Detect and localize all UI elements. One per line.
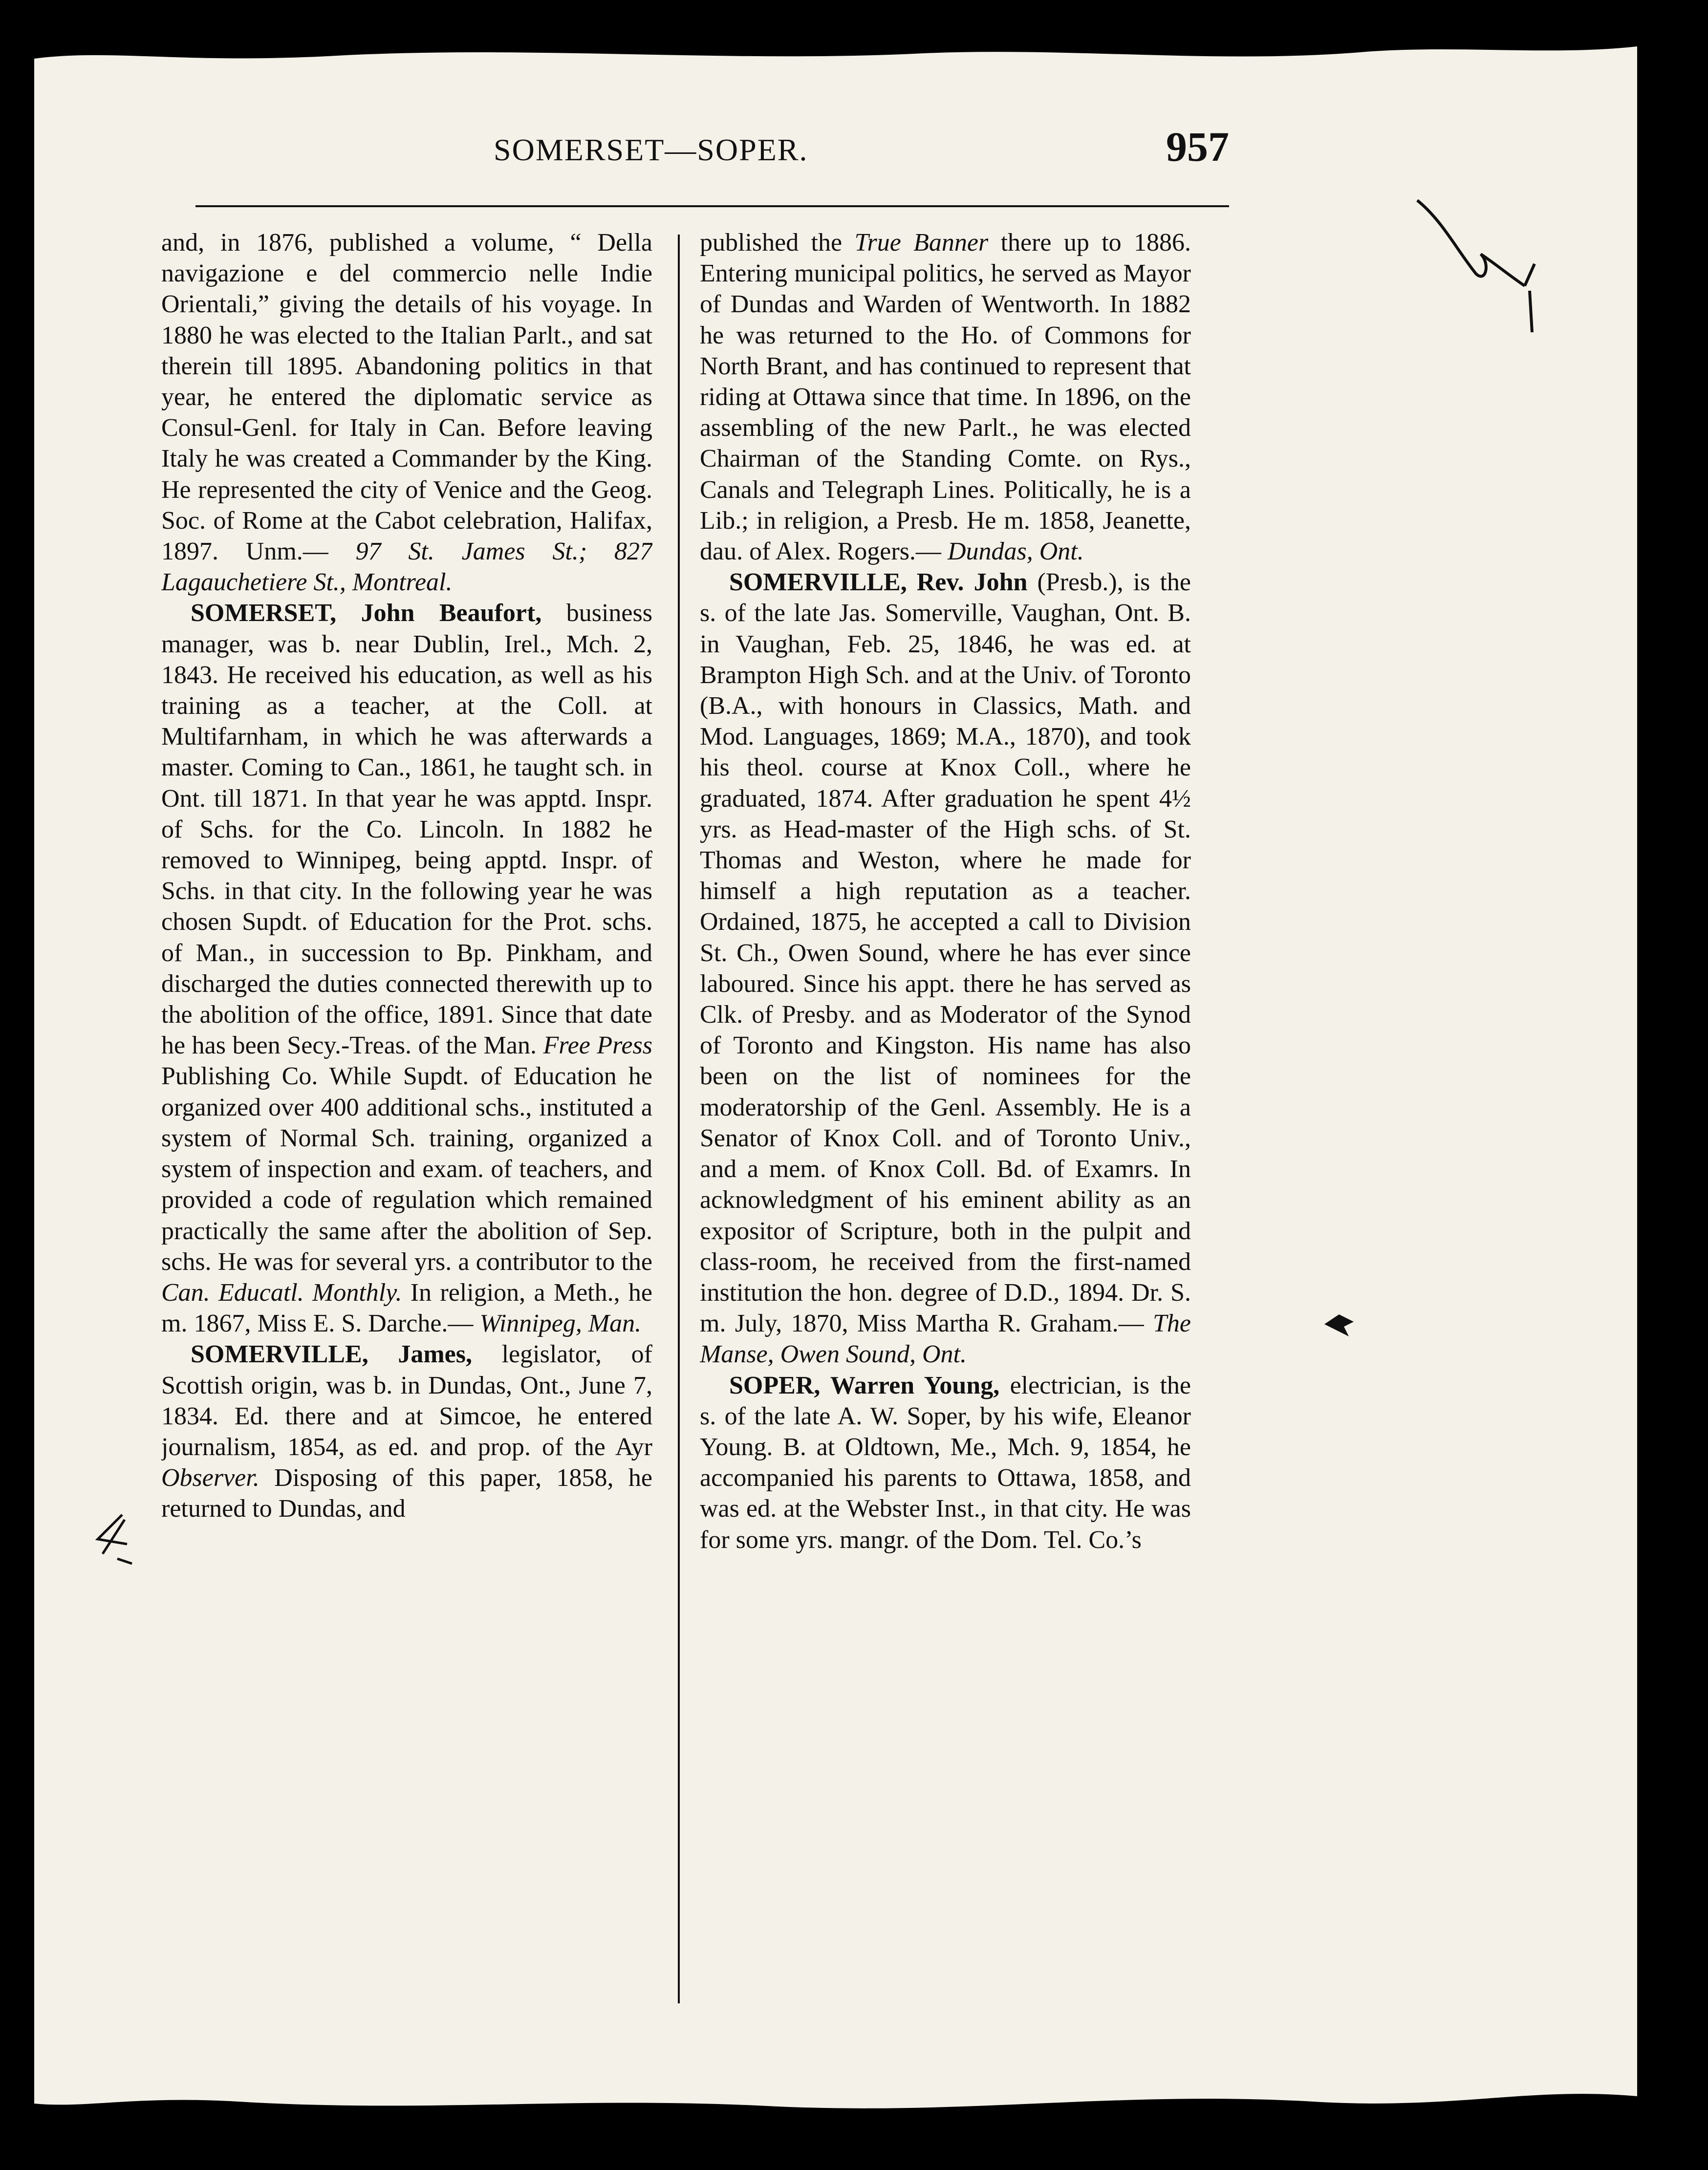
right-column bbox=[700, 227, 1191, 1555]
entry-address: Winnipeg, Man. bbox=[479, 1310, 642, 1338]
entry-italic: True Banner bbox=[854, 229, 989, 257]
entry-heading: SOMERVILLE, Rev. John bbox=[729, 568, 1028, 597]
entry-text: there up to 1886. Entering municipal politics, he served as Mayor of Dundas and Warden of Wentworth. In 1882 he was returned to the Ho. of Commons for North Brant, and has continued to represent that riding at Ottawa since that time. In 1896, on the assembling of the new Parlt., he was elected Chairman of the Standing Comte. on Rys., Canals and Telegraph Lines. Politically, he is a Lib.; in religion, a Presb. He m. 1858, Jeanette, dau. of Alex. Rogers.— bbox=[700, 229, 1191, 566]
page-number: 957 bbox=[1166, 123, 1229, 170]
page-edge-noise-top bbox=[34, 34, 1637, 78]
entry-text: In religion, a Meth., he m. 1867, Miss E. S. Darche.— bbox=[161, 1278, 652, 1338]
page-edge-noise-bottom bbox=[34, 2067, 1637, 2135]
entry-text: Publishing Co. While Supdt. of Education he organized over 400 additional schs., instituted a system of Normal Sch. training, organized a system of inspection and exam. of teachers, and provided a code of regulation which remained practically the same after the abolition of Sep. schs. He was for several yrs. a contributor to the bbox=[161, 1062, 652, 1276]
entry-continuation bbox=[700, 227, 1191, 567]
entry-text: published the bbox=[700, 229, 855, 257]
column-divider bbox=[678, 235, 680, 2003]
entry-somerset-john-beaufort bbox=[161, 598, 652, 1339]
entry-text: (Presb.), is the s. of the late Jas. Somerville, Vaughan, Ont. B. in Vaughan, Feb. 25, 1846, he was ed. at Brampton High Sch. and at the Univ. of Toronto (B.A., with honours in Classics, Math. and Mod. Languages, 1869; M.A., 1870), and took his theol. course at Knox Coll., where he graduated, 1874. After graduation he spent 4½ yrs. as Head-master of the High schs. of St. Thomas and Weston, where he made for himself a high reputation as a teacher. Ordained, 1875, he accepted a call to Division St. Ch., Owen Sound, where he has ever since laboured. Since his appt. there he has served as Clk. of Presby. and as Moderator of the Synod of Toronto and Kingston. His name has also been on the list of nominees for the moderatorship of the Genl. Assembly. He is a Senator of Knox Coll. and of Toronto Univ., and a mem. of Knox Coll. Bd. of Examrs. In acknowledgment of his eminent ability as an expositor of Scripture, both in the pulpit and class-room, he received from the first-named institution the hon. degree of D.D., 1894. Dr. S. m. July, 1870, Miss Martha R. Graham.— bbox=[700, 568, 1191, 1338]
page-header bbox=[195, 122, 1229, 200]
entry-soper-warren-young bbox=[700, 1370, 1191, 1555]
running-head: SOMERSET—SOPER. bbox=[494, 132, 808, 167]
pen-squiggle-mark bbox=[1412, 191, 1559, 337]
entry-italic: Can. Educatl. Monthly. bbox=[161, 1278, 402, 1307]
left-column bbox=[161, 227, 652, 1525]
entry-text: Disposing of this paper, 1858, he returned to Dundas, and bbox=[161, 1464, 652, 1523]
entry-heading: SOMERSET, John Beaufort, bbox=[191, 599, 542, 627]
entry-text: business manager, was b. near Dublin, Irel., Mch. 2, 1843. He received his education, as well as his training as a teacher, at the Coll. at Multifarnham, in which he was afterwards a master. Coming to Can., 1861, he taught sch. in Ont. till 1871. In that year he was apptd. Inspr. of Schs. for the Co. Lincoln. In 1882 he removed to Winnipeg, being apptd. Inspr. of Schs. in that city. In the following year he was chosen Supdt. of Education for the Prot. schs. of Man., in succession to Bp. Pinkham, and discharged the duties connected therewith up to the abolition of the office, 1891. Since that date he has been Secy.-Treas. of the Man. bbox=[161, 599, 652, 1060]
entry-continuation bbox=[161, 227, 652, 598]
ink-blot-mark bbox=[1319, 1310, 1359, 1339]
entry-text: electrician, is the s. of the late A. W. Soper, by his wife, Eleanor Young. B. at Oldtown, Me., Mch. 9, 1854, he accompanied his parents to Ottawa, 1858, and was ed. at the Webster Inst., in that city. He was for some yrs. mangr. of the Dom. Tel. Co.’s bbox=[700, 1371, 1191, 1554]
entry-text: legislator, of Scottish origin, was b. in Dundas, Ont., June 7, 1834. Ed. there and at Simcoe, he entered journalism, 1854, as ed. and prop. of the Ayr bbox=[161, 1340, 652, 1461]
entry-heading: SOPER, Warren Young, bbox=[729, 1371, 1000, 1399]
entry-heading: SOMERVILLE, James, bbox=[191, 1340, 472, 1369]
entry-address: The Manse, Owen Sound, Ont. bbox=[700, 1310, 1191, 1369]
header-rule bbox=[195, 205, 1229, 207]
entry-somerville-james bbox=[161, 1339, 652, 1524]
scanned-page bbox=[34, 34, 1637, 2135]
entry-italic: Free Press bbox=[543, 1031, 652, 1060]
entry-somerville-rev-john bbox=[700, 567, 1191, 1370]
entry-text: and, in 1876, published a volume, “ Della navigazione e del commercio nelle Indie Orientali,” giving the details of his voyage. In 1880 he was elected to the Italian Parlt., and sat therein till 1895. Abandoning politics in that year, he entered the diplomatic service as Consul-Genl. for Italy in Can. Before leaving Italy he was created a Commander by the King. He represented the city of Venice and the Geog. Soc. of Rome at the Cabot celebration, Halifax, 1897. Unm.— bbox=[161, 229, 652, 566]
entry-address: Dundas, Ont. bbox=[947, 537, 1084, 566]
entry-address: 97 St. James St.; 827 Lagauchetiere St., Montreal. bbox=[161, 537, 652, 597]
entry-italic: Observer. bbox=[161, 1464, 259, 1492]
margin-note-mark bbox=[88, 1510, 137, 1568]
